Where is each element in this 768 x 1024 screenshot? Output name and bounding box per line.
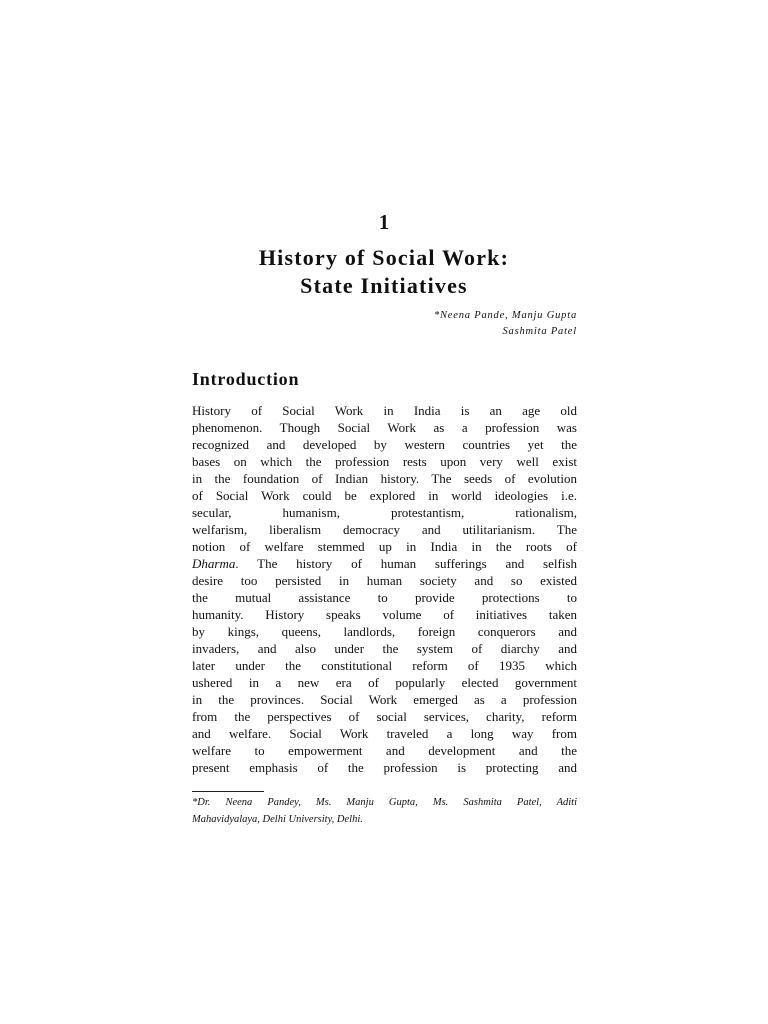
chapter-title-line-1: History of Social Work: <box>258 245 510 270</box>
body-line: notion of welfare stemmed up in India in the roots of <box>192 539 577 554</box>
body-line: History of Social Work in India is an age old <box>192 403 577 418</box>
author-line-1: *Neena Pande, Manju Gupta <box>433 310 577 321</box>
body-line: invaders, and also under the system of diarchy and <box>192 641 577 656</box>
body-line-rest: . The history of human sufferings and selfish <box>235 556 577 571</box>
body-line: bases on which the profession rests upon very well exist <box>192 454 577 469</box>
body-line: from the perspectives of social services, charity, reform <box>192 709 577 724</box>
body-line: by kings, queens, landlords, foreign conquerors and <box>192 624 577 639</box>
chapter-title-line-2: State Initiatives <box>300 273 468 298</box>
body-line: humanity. History speaks volume of initiatives taken <box>192 607 577 622</box>
body-paragraph <box>192 402 577 776</box>
body-line: of Social Work could be explored in world ideologies i.e. <box>192 488 577 503</box>
chapter-number: 1 <box>378 210 390 234</box>
author-line-2: Sashmita Patel <box>502 326 577 337</box>
author-byline <box>434 308 577 340</box>
footnote-line-2: Mahavidyalaya, Delhi University, Delhi. <box>192 814 363 825</box>
body-line: welfare to empowerment and development and the <box>192 743 577 758</box>
body-line: recognized and developed by western countries yet the <box>192 437 577 452</box>
body-line: the mutual assistance to provide protections to <box>192 590 577 605</box>
body-line: secular, humanism, protestantism, rationalism, <box>192 505 577 520</box>
body-line: in the provinces. Social Work emerged as a profession <box>192 692 577 707</box>
body-line: ushered in a new era of popularly elected government <box>192 675 577 690</box>
body-line: welfarism, liberalism democracy and utilitarianism. The <box>192 522 577 537</box>
body-line-dharma <box>192 555 577 572</box>
footnote-divider <box>192 791 264 792</box>
body-line: desire too persisted in human society and so existed <box>192 573 577 588</box>
body-line: phenomenon. Though Social Work as a profession was <box>192 420 577 435</box>
chapter-title <box>0 244 768 300</box>
dharma-term: Dharma <box>192 556 236 571</box>
footnote-line-1: *Dr. Neena Pandey, Ms. Manju Gupta, Ms. Sashmita Patel, Aditi <box>192 797 577 808</box>
body-line: and welfare. Social Work traveled a long way from <box>192 726 577 741</box>
body-line: in the foundation of Indian history. The seeds of evolution <box>192 471 577 486</box>
body-line: later under the constitutional reform of 1935 which <box>192 658 577 673</box>
section-heading: Introduction <box>192 369 300 389</box>
footnote <box>192 795 577 827</box>
body-line: present emphasis of the profession is protecting and <box>192 760 577 775</box>
